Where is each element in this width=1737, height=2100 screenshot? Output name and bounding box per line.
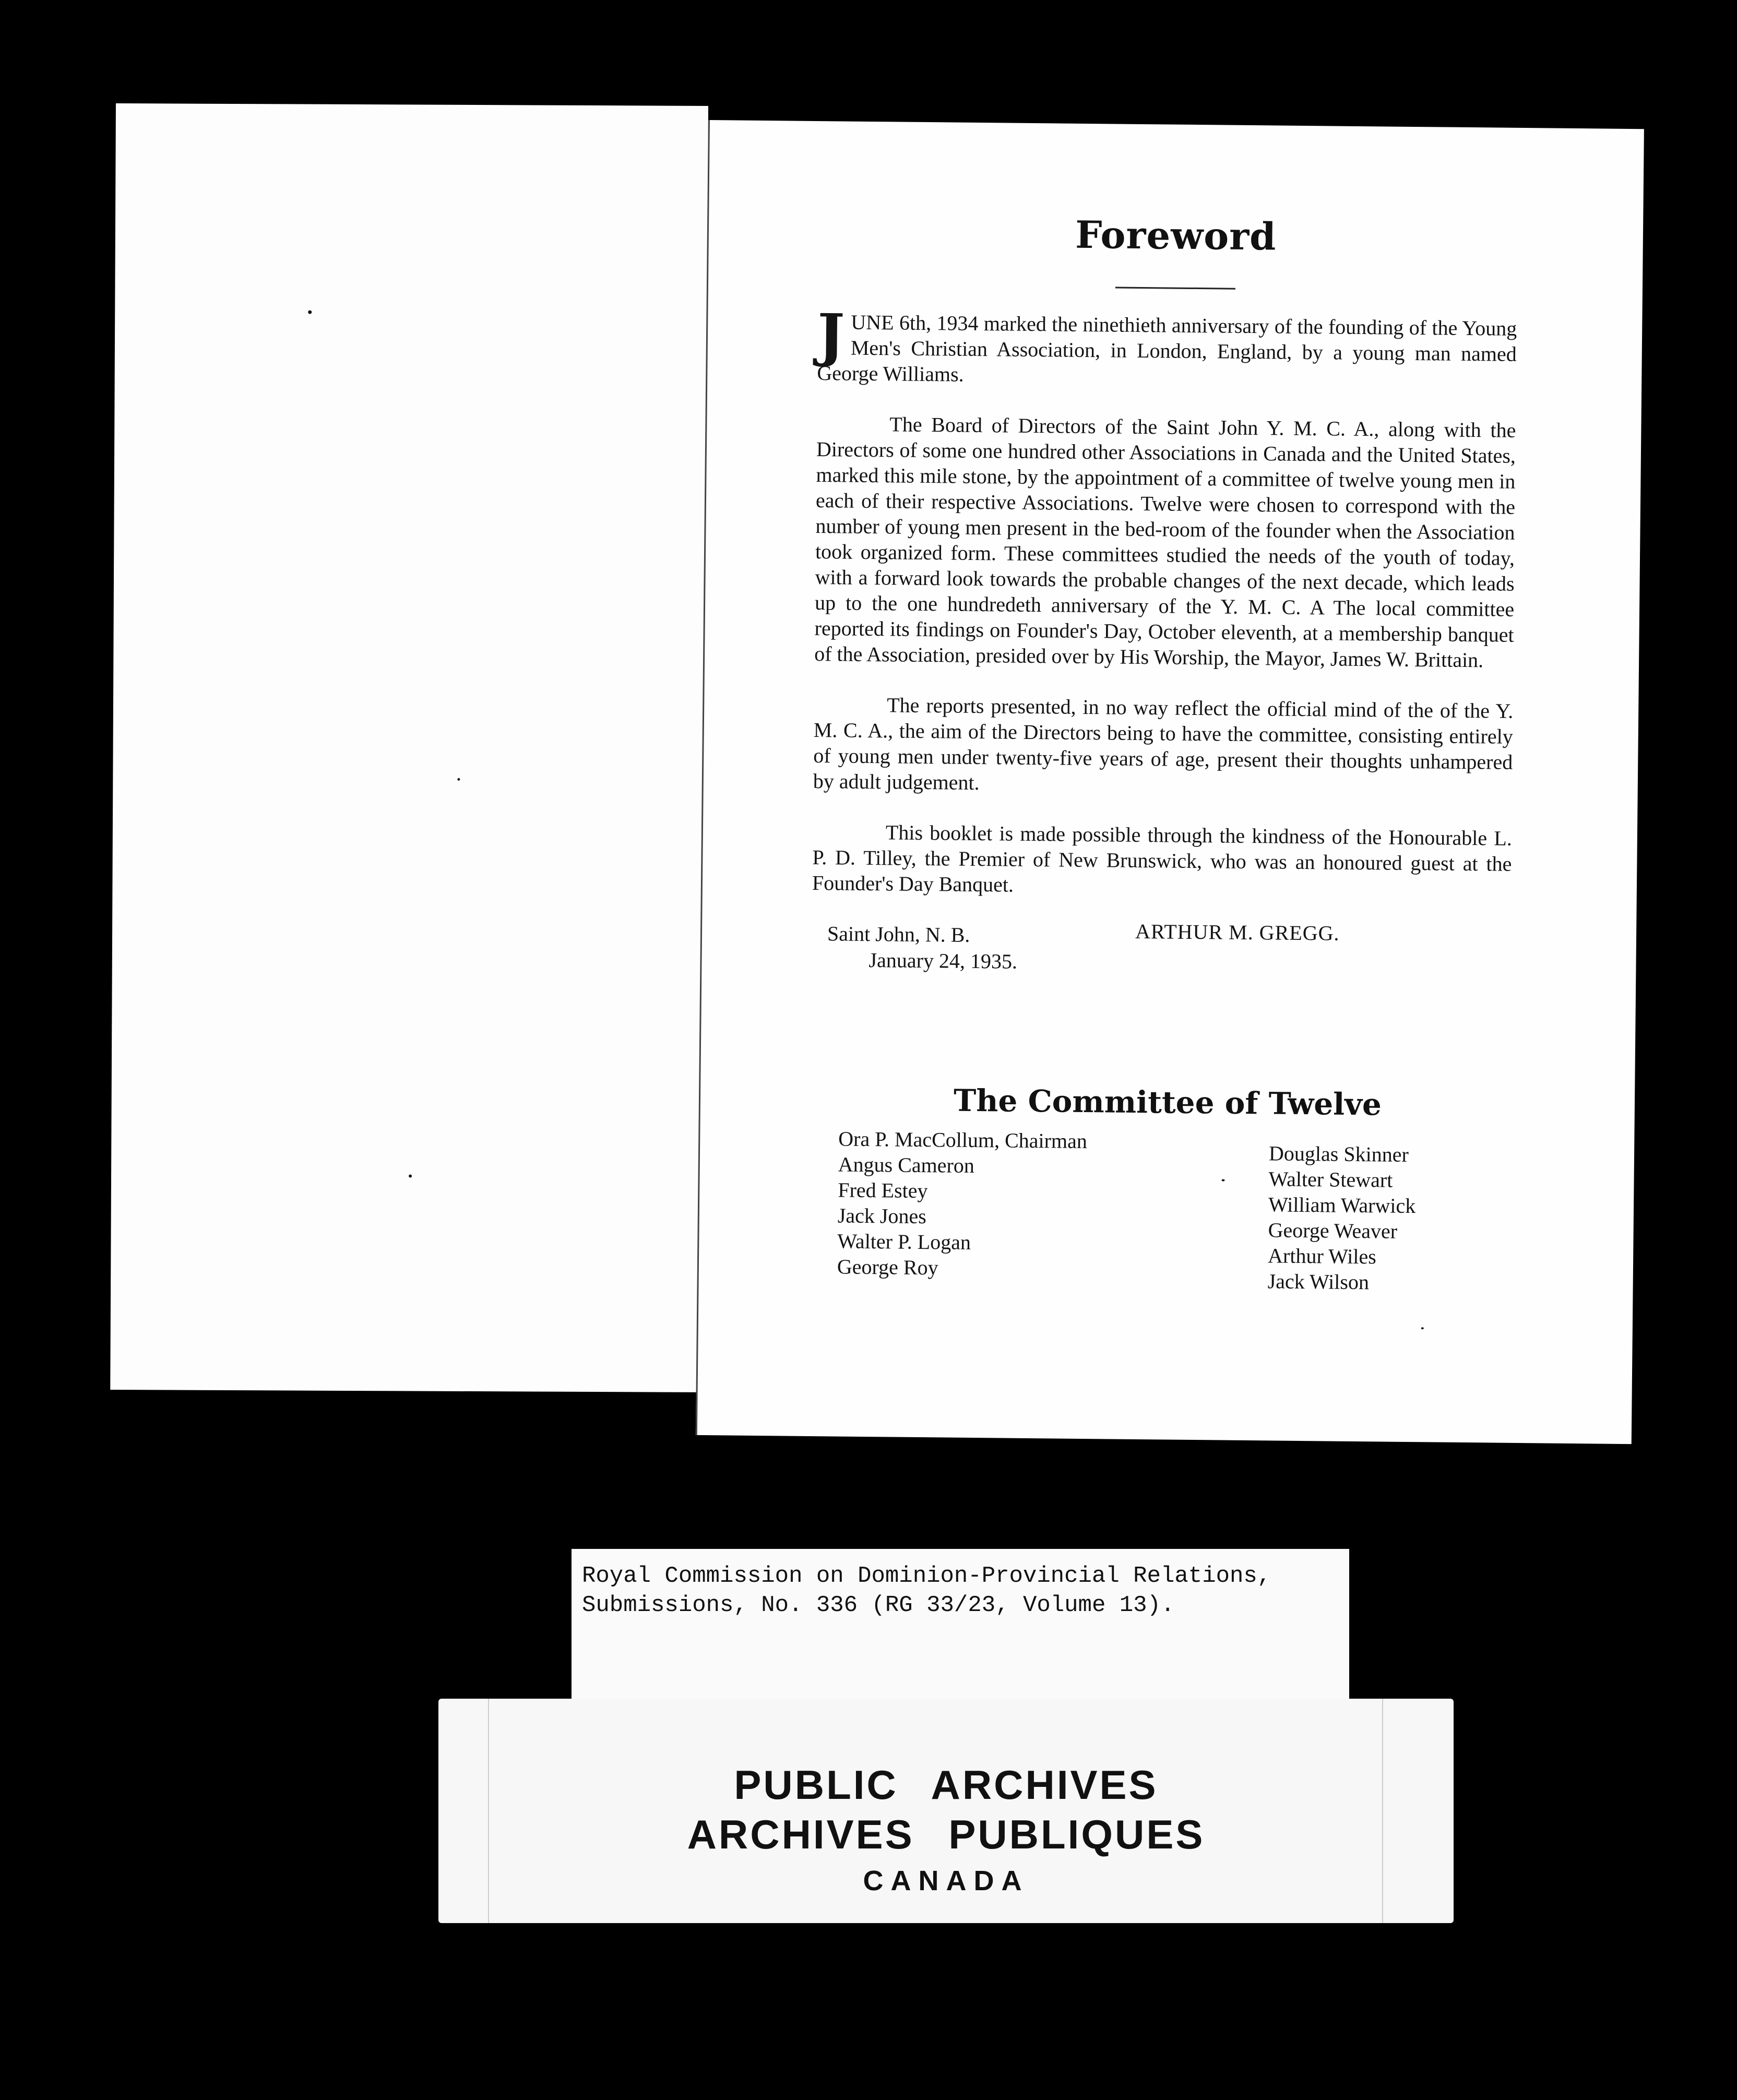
page-speck <box>409 1174 412 1177</box>
archives-stamp <box>438 1699 1454 1923</box>
committee-member: Douglas Skinner <box>1268 1141 1409 1166</box>
stamp-line-3: CANADA <box>863 1865 1029 1896</box>
committee-member: Walter P. Logan <box>837 1229 971 1254</box>
signoff-date: January 24, 1935. <box>868 948 1018 973</box>
reference-text <box>582 1561 1271 1620</box>
committee-member: George Weaver <box>1268 1218 1398 1243</box>
committee-member: Jack Wilson <box>1267 1269 1370 1294</box>
committee-member: Fred Estey <box>838 1178 928 1203</box>
signoff <box>811 921 1511 990</box>
committee-member: William Warwick <box>1268 1192 1416 1218</box>
stamp-line-1: PUBLIC ARCHIVES <box>734 1762 1158 1808</box>
foreword-page <box>696 120 1644 1444</box>
foreword-body <box>811 301 1517 990</box>
foreword-paragraph-2: The Board of Directors of the Saint John Y. M. C. A., along with the Directors of some one hundred other Associations in Canada and the United States, marked this mile stone, by the appointment of a committee of twelve young men in each of their respective Associations. Twelve were chosen to correspond with the number of young men present in the bed-room of the founder when the Association took organized form. These committees studied the needs of the youth of today, with a forward look towards the probable changes of the next decade, which leads up to the one hundredeth anniversary of the Y. M. C. A The local committee reported its findings on Founder's Day, October eleventh, at a membership banquet of the Association, presided over by His Worship, the Mayor, James W. Brittain. <box>814 412 1516 672</box>
stamp-line-2: ARCHIVES PUBLIQUES <box>687 1811 1205 1857</box>
page-speck <box>1421 1327 1424 1329</box>
page-speck <box>308 311 312 314</box>
signoff-signer: ARTHUR M. GREGG. <box>1135 919 1340 945</box>
left-blank-page <box>110 103 708 1392</box>
page-speck <box>1222 1179 1225 1182</box>
committee-member: George Roy <box>837 1255 938 1280</box>
reference-line-1: Royal Commission on Dominion-Provincial Relations, <box>582 1563 1271 1589</box>
foreword-paragraph-3: The reports presented, in no way reflect the official mind of the of the Y. M. C. A., the aim of the Directors being to have the committee, consisting entirely of young men under twenty-five years of age, present their thoughts unhampered by adult judgement. <box>813 693 1514 795</box>
committee-member: Ora P. MacCollum, Chairman <box>838 1127 1088 1153</box>
foreword-paragraph-4: This booklet is made possible through the kindness of the Honourable L. P. D. Tilley, the Premier of New Brunswick, who was an honoured guest at the Founder's Day Banquet. <box>812 820 1513 897</box>
foreword-paragraph-1 <box>817 301 1517 392</box>
committee-column-1 <box>837 1126 1087 1282</box>
reference-slip <box>572 1549 1349 1700</box>
signoff-place: Saint John, N. B. <box>827 922 970 947</box>
committee-member: Walter Stewart <box>1268 1167 1393 1192</box>
page-title: Foreword <box>1075 212 1277 259</box>
committee-member: Arthur Wiles <box>1267 1244 1376 1269</box>
committee-member: Jack Jones <box>837 1203 927 1228</box>
page-speck <box>457 778 460 781</box>
reference-line-2: Submissions, No. 336 (RG 33/23, Volume 13). <box>582 1592 1175 1618</box>
committee-heading: The Committee of Twelve <box>953 1082 1382 1123</box>
committee-column-2 <box>1267 1140 1416 1295</box>
paragraph-1-text: UNE 6th, 1934 marked the ninethieth anniversary of the founding of the Young Men's Christian Association, in London, England, by a young man named George Williams. <box>817 310 1517 386</box>
title-divider <box>1115 287 1235 290</box>
committee-member: Angus Cameron <box>838 1152 975 1177</box>
drop-cap: J <box>817 301 845 369</box>
